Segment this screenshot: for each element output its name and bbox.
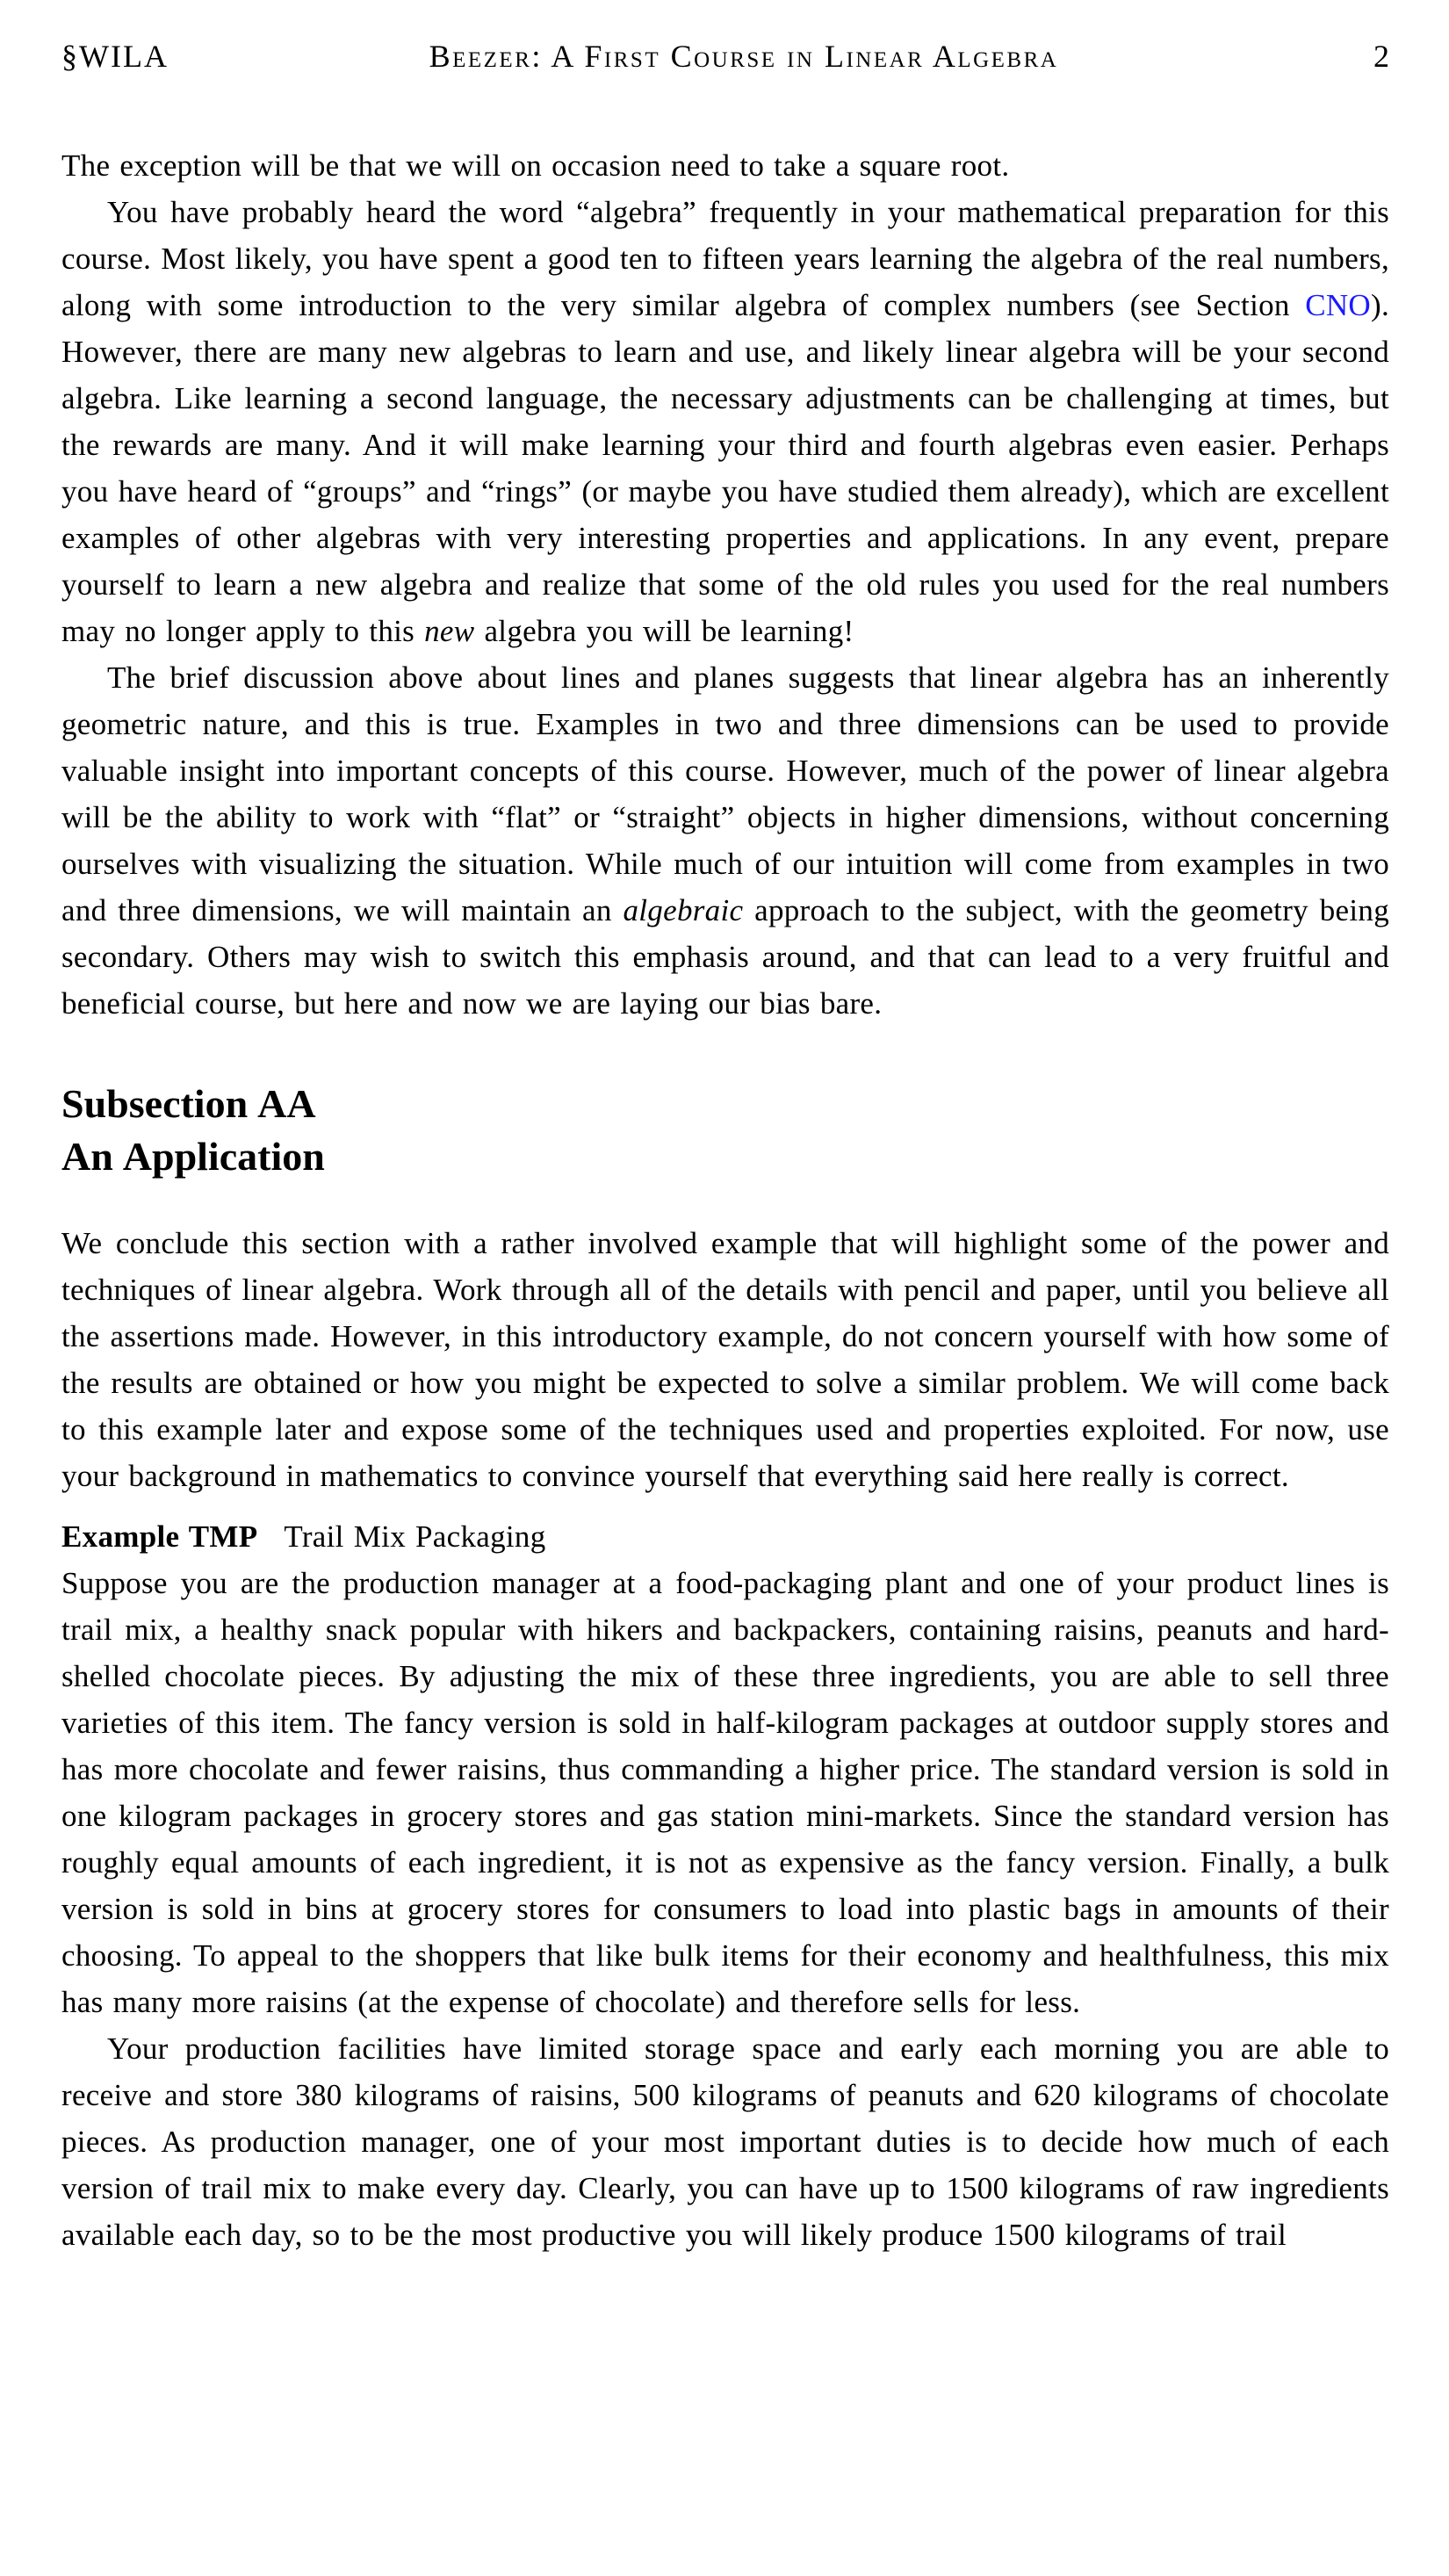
page-header xyxy=(61,39,1389,74)
running-title: Beezer: A First Course in Linear Algebra xyxy=(429,39,1059,74)
paragraph xyxy=(61,189,1389,654)
paragraph xyxy=(61,1560,1389,2025)
text-run: approach to the subject, with the geometry being secondary. Others may wish to switch this emphasis around, and that can lead to a very fruitful and beneficial course, but here and now we are laying our bias bare. xyxy=(61,893,1389,1021)
text-run: algebra you will be learning! xyxy=(474,614,854,648)
text-run: Your production facilities have limited storage space and early each morning you are able to receive and store 380 kilograms of raisins, 500 kilograms of peanuts and 620 kilograms of chocolate pieces. As production manager, one of your most important duties is to decide how much of each version of trail mix to make every day. Clearly, you can have up to 1500 kilograms of raw ingredients available each day, so to be the most productive you will likely produce 1500 kilograms of trail xyxy=(61,2031,1389,2252)
text-run: You have probably heard the word “algebra” frequently in your mathematical preparation for this course. Most likely, you have spent a good ten to fifteen years learning the algebra of the real numbers, along with some introduction to the very similar algebra of complex numbers (see Section xyxy=(61,195,1389,322)
text-run: ). However, there are many new algebras to learn and use, and likely linear algebra will be your second algebra. Like learning a second language, the necessary adjustments can be challenging at times, but the rewards are many. And it will make learning your third and fourth algebras even easier. Perhaps you have heard of “groups” and “rings” (or maybe you have studied them already), which are excellent examples of other algebras with very interesting properties and applications. In any event, prepare yourself to learn a new algebra and realize that some of the old rules you used for the real numbers may no longer apply to this xyxy=(61,288,1389,648)
section-mark: §WILA xyxy=(61,39,169,74)
example-label: Example TMP xyxy=(61,1519,258,1554)
page-body xyxy=(61,142,1389,2258)
paragraph xyxy=(61,654,1389,1027)
example-header xyxy=(61,1513,1389,1560)
text-run: The brief discussion above about lines and planes suggests that linear algebra has an inherently geometric nature, and this is true. Examples in two and three dimensions can be used to provide valuable insight into important concepts of this course. However, much of the power of linear algebra will be the ability to work with “flat” or “straight” objects in higher dimensions, without concerning ourselves with visualizing the situation. While much of our intuition will come from examples in two and three dimensions, we will maintain an xyxy=(61,660,1389,927)
section-link-cno[interactable]: CNO xyxy=(1305,288,1371,322)
paragraph xyxy=(61,1220,1389,1499)
page-number: 2 xyxy=(1373,39,1389,74)
emphasis-text: new xyxy=(424,614,475,648)
text-run: The exception will be that we will on occasion need to take a square root. xyxy=(61,148,1010,183)
subsection-heading xyxy=(61,1078,1389,1183)
paragraph xyxy=(61,142,1389,189)
text-run: We conclude this section with a rather involved example that will highlight some of the power and techniques of linear algebra. Work through all of the details with pencil and paper, until you believe all the assertions made. However, in this introductory example, do not concern yourself with how some of the results are obtained or how you might be expected to solve a similar problem. We will come back to this example later and expose some of the techniques used and properties exploited. For now, use your background in mathematics to convince yourself that everything said here really is correct. xyxy=(61,1226,1389,1493)
subsection-title: An Application xyxy=(61,1134,325,1179)
subsection-label: Subsection AA xyxy=(61,1081,316,1126)
paragraph xyxy=(61,2025,1389,2258)
example-title: Trail Mix Packaging xyxy=(284,1519,546,1554)
emphasis-text: algebraic xyxy=(623,893,744,927)
text-run: Suppose you are the production manager at a food-packaging plant and one of your product lines is trail mix, a healthy snack popular with hikers and backpackers, containing raisins, peanuts and hard-shelled chocolate pieces. By adjusting the mix of these three ingredients, you are able to sell three varieties of this item. The fancy version is sold in half-kilogram packages at outdoor supply stores and has more chocolate and fewer raisins, thus commanding a higher price. The standard version is sold in one kilogram packages in grocery stores and gas station mini-markets. Since the standard version has roughly equal amounts of each ingredient, it is not as expensive as the fancy version. Finally, a bulk version is sold in bins at grocery stores for consumers to load into plastic bags in amounts of their choosing. To appeal to the shoppers that like bulk items for their economy and healthfulness, this mix has many more raisins (at the expense of chocolate) and therefore sells for less. xyxy=(61,1566,1389,2019)
